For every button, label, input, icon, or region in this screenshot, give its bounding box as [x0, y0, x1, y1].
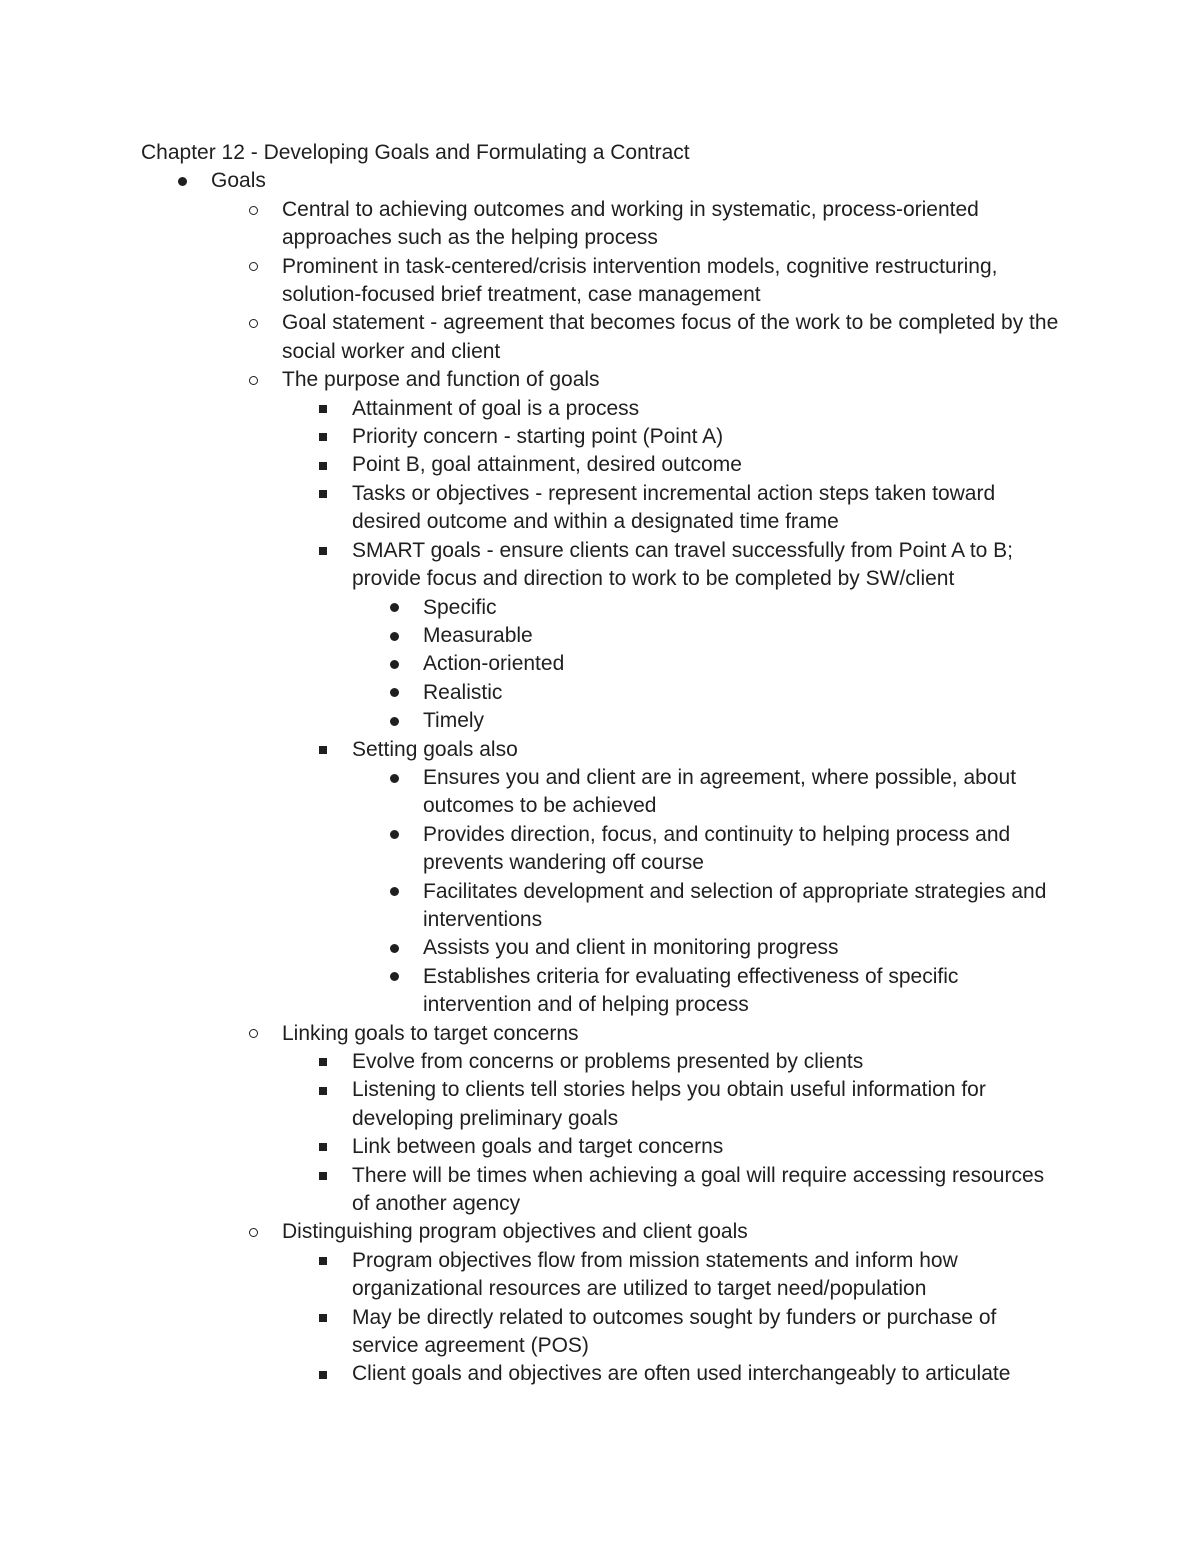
- bullet-icon: [390, 764, 399, 792]
- list-item: [141, 707, 1061, 735]
- bullet-icon: [390, 821, 399, 849]
- list-item-text: Evolve from concerns or problems presented by clients: [352, 1050, 864, 1073]
- square-bullet-icon: [319, 1360, 327, 1388]
- list-item-text: Facilitates development and selection of appropriate strategies and interventions: [423, 879, 1047, 931]
- list-item: [141, 1076, 1061, 1133]
- list-item: [141, 650, 1061, 678]
- square-bullet-icon: [319, 1247, 327, 1275]
- list-item: [141, 1304, 1061, 1361]
- list-item-text: Setting goals also: [352, 737, 518, 761]
- list-item-text: Goal statement - agreement that becomes focus of the work to be completed by the social worker and client: [282, 311, 1059, 363]
- bullet-icon: [390, 934, 399, 962]
- list-item-text: Point B, goal attainment, desired outcome: [352, 453, 742, 477]
- list-item: [141, 679, 1061, 707]
- list-item-text: Attainment of goal is a process: [352, 396, 640, 420]
- list-item: [141, 366, 1061, 394]
- list-item: [141, 309, 1061, 366]
- list-item: [141, 480, 1061, 537]
- bullet-icon: [390, 679, 399, 707]
- bullet-icon: [390, 707, 399, 735]
- square-bullet-icon: [319, 1133, 327, 1161]
- list-item: [141, 395, 1061, 423]
- list-item: [141, 934, 1061, 962]
- list-item-text: SMART goals - ensure clients can travel successfully from Point A to B; provide focus and direction to work to be completed by SW/client: [352, 538, 1014, 591]
- hollow-bullet-icon: [249, 196, 258, 224]
- square-bullet-icon: [319, 451, 327, 479]
- list-item-text: Provides direction, focus, and continuity to helping process and prevents wandering off course: [423, 822, 1011, 875]
- list-item: [141, 537, 1061, 594]
- list-item-text: Linking goals to target concerns: [282, 1021, 579, 1045]
- square-bullet-icon: [319, 1304, 327, 1332]
- list-item-text: Action-oriented: [423, 652, 565, 676]
- hollow-bullet-icon: [249, 1020, 258, 1048]
- square-bullet-icon: [319, 1076, 327, 1104]
- list-item-text: Realistic: [423, 680, 503, 704]
- square-bullet-icon: [319, 1048, 327, 1076]
- outline-level-1: [141, 167, 1061, 1388]
- list-item-text: Client goals and objectives are often used interchangeably to articulate: [352, 1362, 1011, 1386]
- list-item-text: Priority concern - starting point (Point A): [352, 425, 724, 449]
- square-bullet-icon: [319, 537, 327, 565]
- list-item: [141, 622, 1061, 650]
- bullet-icon: [390, 622, 399, 650]
- list-item: [141, 736, 1061, 764]
- square-bullet-icon: [319, 423, 327, 451]
- list-item-text: Specific: [423, 595, 497, 619]
- bullet-icon: [390, 963, 399, 991]
- square-bullet-icon: [319, 736, 327, 764]
- bullet-icon: [390, 650, 399, 678]
- list-item-text: Distinguishing program objectives and client goals: [282, 1220, 748, 1244]
- list-item-text: Timely: [423, 709, 485, 733]
- square-bullet-icon: [319, 1162, 327, 1190]
- list-item: [141, 1218, 1061, 1246]
- list-item-text: May be directly related to outcomes sought by funders or purchase of service agreement (POS): [352, 1305, 997, 1358]
- list-item-text: Goals: [211, 169, 266, 193]
- list-item: [141, 451, 1061, 479]
- bullet-icon: [178, 167, 187, 195]
- list-item-text: The purpose and function of goals: [282, 368, 600, 392]
- list-item: [141, 253, 1061, 310]
- list-item: [141, 196, 1061, 253]
- list-item: [141, 878, 1061, 935]
- list-item: [141, 963, 1061, 1020]
- bullet-icon: [390, 878, 399, 906]
- list-item-text: Program objectives flow from mission statements and inform how organizational resources are utilized to target need/population: [352, 1248, 958, 1301]
- list-item: [141, 1133, 1061, 1161]
- list-item: [141, 594, 1061, 622]
- bullet-icon: [390, 594, 399, 622]
- square-bullet-icon: [319, 395, 327, 423]
- list-item-text: Link between goals and target concerns: [352, 1135, 724, 1159]
- list-item-text: Measurable: [423, 623, 533, 647]
- list-item-text: Tasks or objectives - represent incremental action steps taken toward desired outcome and within a designated time frame: [352, 481, 996, 534]
- list-item: [141, 1247, 1061, 1304]
- list-item-text: Central to achieving outcomes and working in systematic, process-oriented approaches such as the helping process: [282, 197, 979, 250]
- document-page: [141, 139, 1061, 1389]
- list-item-text: Assists you and client in monitoring progress: [423, 936, 839, 960]
- list-item: [141, 1048, 1061, 1076]
- list-item-text: Ensures you and client are in agreement, where possible, about outcomes to be achieved: [423, 765, 1017, 818]
- square-bullet-icon: [319, 480, 327, 508]
- list-item: [141, 1360, 1061, 1388]
- hollow-bullet-icon: [249, 366, 258, 394]
- hollow-bullet-icon: [249, 253, 258, 281]
- hollow-bullet-icon: [249, 1218, 258, 1246]
- list-item: [141, 764, 1061, 821]
- list-item-text: Establishes criteria for evaluating effectiveness of specific intervention and of helping process: [423, 964, 959, 1017]
- list-item: [141, 1162, 1061, 1219]
- list-item-text: Prominent in task-centered/crisis intervention models, cognitive restructuring, solution-focused brief treatment, case management: [282, 254, 998, 307]
- list-item: [141, 1020, 1061, 1048]
- list-item-text: Listening to clients tell stories helps you obtain useful information for developing preliminary goals: [352, 1078, 986, 1130]
- list-item: [141, 423, 1061, 451]
- list-item-goals: [141, 167, 1061, 195]
- hollow-bullet-icon: [249, 309, 258, 337]
- list-item-text: There will be times when achieving a goal will require accessing resources of another agency: [352, 1163, 1045, 1216]
- page-title: Chapter 12 - Developing Goals and Formulating a Contract: [141, 141, 690, 164]
- list-item: [141, 821, 1061, 878]
